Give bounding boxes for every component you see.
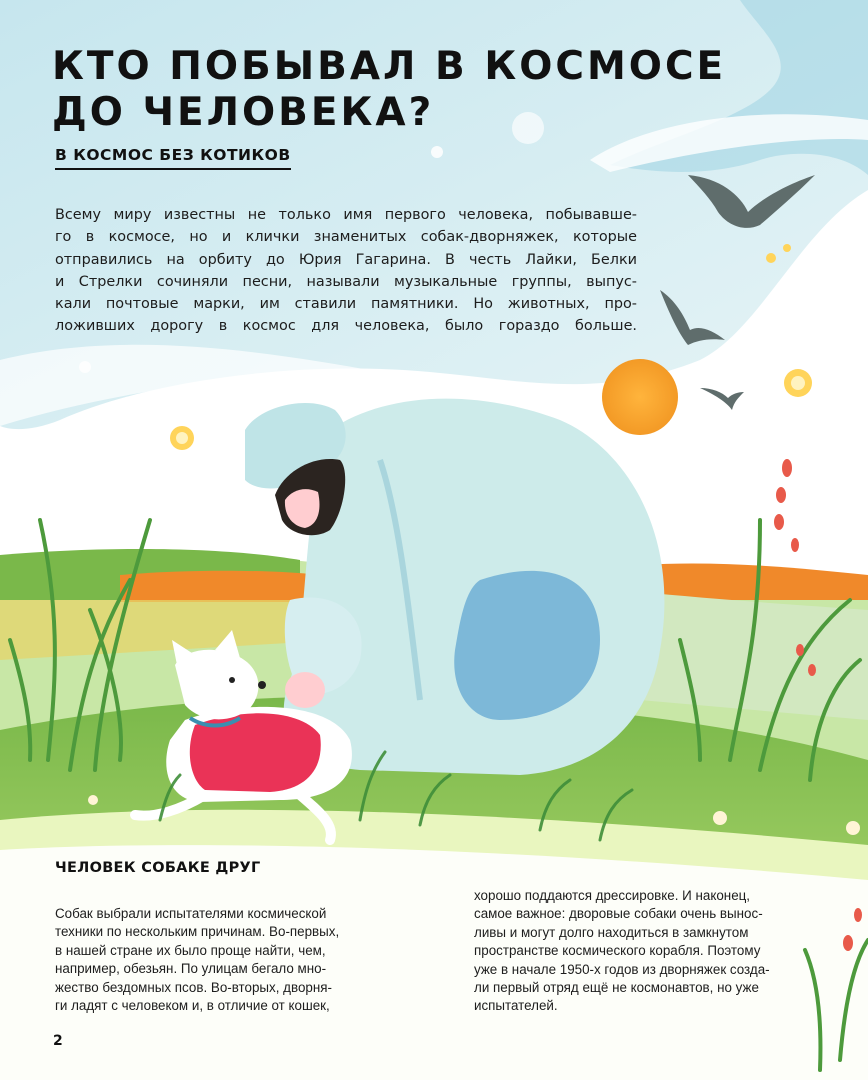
text-line: хорошо поддаются дрессировке. И наконец,: [474, 888, 751, 903]
text-line: техники по нескольким причинам. Во-первых,: [55, 924, 340, 940]
text-line: например, обезьян. По улицам бегало мно-: [55, 961, 327, 977]
intro-paragraph: [55, 204, 637, 338]
text-line: ги ладят с человеком и, в отличие от кошек,: [55, 998, 330, 1014]
text-line: Собак выбрали испытателями космической: [55, 906, 327, 921]
text-line: ли первый отряд ещё не космонавтов, но уже: [474, 980, 759, 996]
page-title: [52, 44, 752, 136]
intro-line: Всему миру известны не только имя первого человека, побывавше-: [55, 207, 637, 223]
text-line: жество бездомных псов. Во-вторых, дворня-: [55, 979, 332, 995]
intro-line: кали почтовые марки, им ставили памятники. Но животных, про-: [55, 296, 637, 313]
section-heading: ЧЕЛОВЕК СОБАКЕ ДРУГ: [55, 860, 261, 876]
intro-line: го в космосе, но и клички знаменитых собак-дворняжек, которые: [55, 229, 637, 246]
title-line: КТО ПОБЫВАЛ В КОСМОСЕ: [52, 44, 727, 89]
left-column-text: [55, 905, 339, 1015]
intro-line: отправились на орбиту до Юрия Гагарина. В честь Лайки, Белки: [55, 251, 637, 268]
bird-icon: [700, 388, 744, 410]
text-line: ливы и могут долго находиться в замкнутом: [474, 924, 749, 940]
sun-icon: [602, 359, 678, 435]
text-line: испытателей.: [474, 998, 558, 1014]
text-line: пространстве космического корабля. Поэтому: [474, 943, 761, 959]
page-number: 2: [53, 1033, 63, 1049]
intro-line: ложивших дорогу в космос для человека, было гораздо больше.: [55, 318, 637, 335]
text-line: самое важное: дворовые собаки очень вынос-: [474, 906, 763, 922]
intro-line: и Стрелки сочиняли песни, называли музыкальные группы, выпус-: [55, 273, 637, 290]
title-line: ДО ЧЕЛОВЕКА?: [52, 90, 435, 135]
section-subtitle: В КОСМОС БЕЗ КОТИКОВ: [55, 146, 291, 170]
text-line: уже в начале 1950-х годов из дворняжек созда-: [474, 961, 770, 977]
text-line: в нашей стране их было проще найти, чем,: [55, 942, 326, 958]
right-column-text: [474, 887, 770, 1016]
